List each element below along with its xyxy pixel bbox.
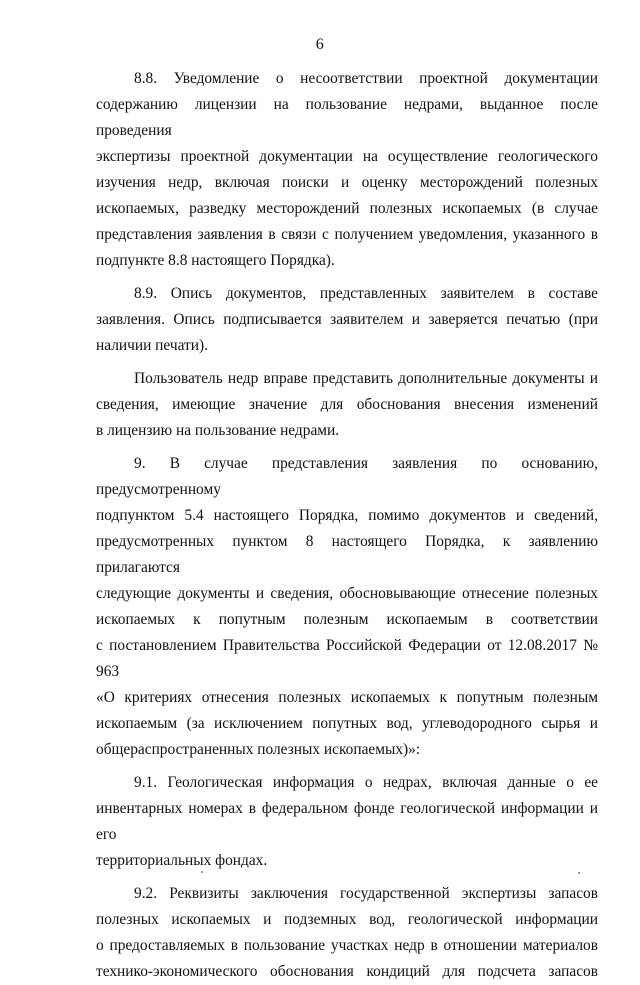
text-line: ископаемых к попутным полезным ископаемым в соответствии (96, 611, 598, 628)
text-line: 9.2. Реквизиты заключения государственной экспертизы запасов (134, 885, 598, 902)
text-line: с постановлением Правительства Российской Федерации от 12.08.2017 № 963 (96, 637, 598, 680)
text-line: территориальных фондах. (96, 852, 268, 869)
text-line: изучения недр, включая поиски и оценку месторождений полезных (96, 174, 598, 191)
text-line: подпунктом 5.4 настоящего Порядка, помимо документов и сведений, (96, 507, 598, 524)
paragraph-9-2 (96, 881, 598, 985)
text-line: заявления. Опись подписывается заявителем и заверяется печатью (при (96, 311, 598, 328)
text-line: ископаемым (за исключением попутных вод, углеводородного сырья и (96, 715, 598, 732)
paragraph-8-9 (96, 281, 598, 359)
paragraph-additional-documents (96, 366, 598, 444)
text-line: 8.8. Уведомление о несоответствии проектной документации (134, 70, 598, 87)
text-line: Пользователь недр вправе представить дополнительные документы и (134, 370, 598, 387)
text-line: о предоставляемых в пользование участках недр в отношении материалов (96, 937, 598, 954)
text-line: 8.9. Опись документов, представленных заявителем в составе (134, 285, 598, 302)
text-line: технико-экономического обоснования кондиций для подсчета запасов (96, 963, 598, 980)
paragraph-9-1 (96, 770, 598, 874)
text-line: 9.1. Геологическая информация о недрах, включая данные о ее (134, 774, 598, 791)
text-line: содержанию лицензии на пользование недрами, выданное после проведения (96, 96, 598, 139)
scan-speck (578, 872, 580, 874)
text-line: инвентарных номерах в федеральном фонде геологической информации и его (96, 800, 598, 843)
text-line: следующие документы и сведения, обосновывающие отнесение полезных (96, 585, 598, 602)
text-line: наличии печати). (96, 337, 208, 354)
text-line: представления заявления в связи с получением уведомления, указанного в (96, 226, 598, 243)
page-number: 6 (315, 36, 325, 53)
text-line: «О критериях отнесения полезных ископаемых к попутным полезным (96, 689, 598, 706)
scan-speck (201, 871, 203, 873)
text-line: полезных ископаемых и подземных вод, геологической информации (96, 911, 598, 928)
text-line: ископаемых, разведку месторождений полезных ископаемых (в случае (96, 200, 598, 217)
text-line: общераспространенных полезных ископаемых)»: (96, 741, 421, 758)
document-body (96, 66, 598, 985)
paragraph-9 (96, 451, 598, 763)
text-line: подпункте 8.8 настоящего Порядка). (96, 252, 335, 269)
text-line: 9. В случае представления заявления по основанию, предусмотренному (96, 455, 598, 498)
paragraph-8-8 (96, 66, 598, 274)
text-line: сведения, имеющие значение для обоснования внесения изменений (96, 396, 598, 413)
text-line: в лицензию на пользование недрами. (96, 422, 340, 439)
text-line: предусмотренных пунктом 8 настоящего Порядка, к заявлению прилагаются (96, 533, 598, 576)
text-line: экспертизы проектной документации на осуществление геологического (96, 148, 598, 165)
